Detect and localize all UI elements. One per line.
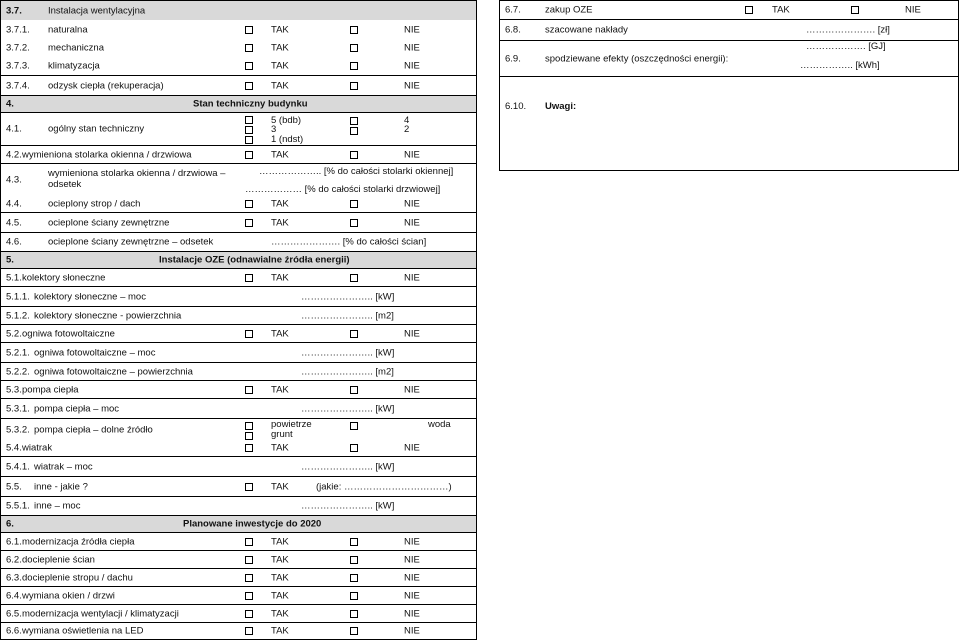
row-3-7-1 <box>1 20 476 39</box>
rating-2-checkbox[interactable] <box>350 127 358 135</box>
value-field[interactable]: ………………….. [m2] <box>301 310 394 321</box>
tak-label: TAK <box>271 554 289 565</box>
air-source-checkbox[interactable] <box>245 422 253 430</box>
row-5-4-1 <box>1 456 476 476</box>
row-label: spodziewane efekty (oszczędności energii): <box>545 53 729 64</box>
row-6-3 <box>1 568 476 586</box>
tak-label: TAK <box>271 590 289 601</box>
row-number: 4.5. <box>6 217 22 228</box>
row-label-line2: odsetek <box>48 179 82 190</box>
rating-3-checkbox[interactable] <box>245 126 253 134</box>
row-label: kolektory słoneczne <box>22 272 106 283</box>
section-3-7-header <box>1 1 476 20</box>
section-number: 3.7. <box>6 5 22 16</box>
row-label: wiatrak – moc <box>34 461 93 472</box>
row-6-2 <box>1 550 476 568</box>
row-label-line1: wymieniona stolarka okienna / drzwiowa – <box>48 168 226 179</box>
tak-checkbox[interactable] <box>745 6 753 14</box>
section-6-header <box>1 515 476 532</box>
row-5-4 <box>1 440 476 456</box>
row-label: pompa ciepła – dolne źródło <box>34 424 153 435</box>
row-label: ocieplone ściany zewnętrzne – odsetek <box>48 236 214 248</box>
nie-label: NIE <box>404 554 420 565</box>
tak-checkbox[interactable] <box>245 483 253 491</box>
nie-checkbox[interactable] <box>350 610 358 618</box>
row-number: 6.10. <box>505 101 527 112</box>
tak-label: TAK <box>271 384 289 395</box>
other-kind-field[interactable]: (jakie: ……………………………) <box>316 481 452 492</box>
nie-checkbox[interactable] <box>350 26 358 34</box>
tak-label: TAK <box>271 24 289 35</box>
tak-label: TAK <box>271 328 289 339</box>
nie-label: NIE <box>404 625 420 637</box>
row-6-9 <box>500 40 958 76</box>
nie-label: NIE <box>404 608 420 619</box>
tak-label: TAK <box>271 149 289 160</box>
tak-checkbox[interactable] <box>245 330 253 338</box>
row-label: ocieplony strop / dach <box>48 198 141 210</box>
section-number: 4. <box>6 98 14 110</box>
nie-checkbox[interactable] <box>350 592 358 600</box>
remarks-area[interactable] <box>590 117 950 164</box>
tak-checkbox[interactable] <box>245 151 253 159</box>
tak-label: TAK <box>271 442 289 454</box>
rating-3-label: 3 <box>271 124 277 135</box>
tak-label: TAK <box>271 272 289 283</box>
tak-label: TAK <box>772 4 790 16</box>
nie-checkbox[interactable] <box>350 200 358 208</box>
nie-label: NIE <box>404 42 420 54</box>
water-source-label: woda <box>428 419 451 430</box>
row-5-3-1 <box>1 398 476 418</box>
row-label: inne - jakie ? <box>34 481 88 492</box>
row-6-1 <box>1 532 476 550</box>
left-form-table <box>0 0 477 640</box>
rating-4-label: 4 <box>404 115 410 126</box>
row-5-5 <box>1 476 476 496</box>
row-5-5-1 <box>1 496 476 515</box>
nie-checkbox[interactable] <box>350 538 358 546</box>
row-label: ogniwa fotowoltaiczne <box>22 328 115 339</box>
tak-checkbox[interactable] <box>245 200 253 208</box>
ground-source-checkbox[interactable] <box>245 432 253 440</box>
row-4-1 <box>1 112 476 145</box>
tak-label: TAK <box>271 80 289 91</box>
row-label: modernizacja wentylacji / klimatyzacji <box>22 608 179 619</box>
row-label: zakup OZE <box>545 4 593 16</box>
row-5-3 <box>1 380 476 398</box>
section-title: Instalacje OZE (odnawialne źródła energii) <box>159 254 350 266</box>
row-5-1-2 <box>1 306 476 324</box>
nie-checkbox[interactable] <box>350 386 358 394</box>
nie-checkbox[interactable] <box>350 219 358 227</box>
tak-checkbox[interactable] <box>245 610 253 618</box>
row-label: wymieniona stolarka okienna / drzwiowa <box>22 149 192 160</box>
nie-checkbox[interactable] <box>350 82 358 90</box>
row-6-10 <box>500 76 958 172</box>
row-6-5 <box>1 604 476 622</box>
row-label: inne – moc <box>34 500 81 512</box>
nie-label: NIE <box>404 80 420 91</box>
nie-label: NIE <box>404 24 420 35</box>
nie-label: NIE <box>404 149 420 160</box>
row-6-4 <box>1 586 476 604</box>
row-number: 5.4. <box>6 442 22 454</box>
row-number: 3.7.1. <box>6 24 30 35</box>
nie-checkbox[interactable] <box>350 330 358 338</box>
row-4-6 <box>1 232 476 251</box>
row-label: pompa ciepła – moc <box>34 403 120 414</box>
nie-checkbox[interactable] <box>350 44 358 52</box>
row-number: 5.5.1. <box>6 500 30 512</box>
row-number: 3.7.3. <box>6 60 30 72</box>
row-4-4 <box>1 196 476 212</box>
row-label: kolektory słoneczne – moc <box>34 291 146 302</box>
row-6-7 <box>500 1 958 19</box>
row-6-8 <box>500 19 958 40</box>
wall-share-field[interactable]: …………………. [% do całości ścian] <box>271 236 427 248</box>
row-number: 4.1. <box>6 123 22 135</box>
row-number: 6.5. <box>6 608 22 619</box>
row-label: wymiana oświetlenia na LED <box>22 625 144 637</box>
value-field[interactable]: ………………….. [kW] <box>301 403 395 414</box>
tak-label: TAK <box>271 60 289 72</box>
nie-checkbox[interactable] <box>350 556 358 564</box>
nie-label: NIE <box>404 217 420 228</box>
row-5-1-1 <box>1 286 476 306</box>
water-source-checkbox[interactable] <box>350 422 358 430</box>
remarks-label: Uwagi: <box>545 101 577 112</box>
section-5-header <box>1 251 476 268</box>
row-5-2-2 <box>1 362 476 380</box>
row-label: kolektory słoneczne - powierzchnia <box>34 310 182 321</box>
tak-checkbox[interactable] <box>245 538 253 546</box>
row-5-2-1 <box>1 342 476 362</box>
nie-label: NIE <box>404 272 420 283</box>
nie-checkbox[interactable] <box>350 444 358 452</box>
row-4-2 <box>1 145 476 163</box>
tak-checkbox[interactable] <box>245 62 253 70</box>
row-number: 6.7. <box>505 4 521 16</box>
door-share-field[interactable]: ……………… [% do całości stolarki drzwiowej] <box>245 184 441 195</box>
row-label: ogniwa fotowoltaiczne – moc <box>34 347 156 358</box>
row-5-1 <box>1 268 476 286</box>
row-number: 3.7.2. <box>6 42 30 54</box>
row-number: 4.6. <box>6 236 22 248</box>
tak-label: TAK <box>271 536 289 547</box>
row-6-6 <box>1 622 476 639</box>
row-number: 6.4. <box>6 590 22 601</box>
row-label: naturalna <box>48 24 88 35</box>
tak-label: TAK <box>271 198 289 210</box>
nie-checkbox[interactable] <box>851 6 859 14</box>
row-number: 5.1.1. <box>6 291 30 302</box>
row-number: 5.4.1. <box>6 461 30 472</box>
air-source-label: powietrze <box>271 419 312 430</box>
tak-checkbox[interactable] <box>245 556 253 564</box>
nie-checkbox[interactable] <box>350 274 358 282</box>
nie-checkbox[interactable] <box>350 574 358 582</box>
nie-label: NIE <box>404 60 420 72</box>
tak-checkbox[interactable] <box>245 386 253 394</box>
row-5-3-2 <box>1 418 476 440</box>
row-label: wiatrak <box>22 442 53 454</box>
cost-field[interactable]: …………………. [zł] <box>806 24 890 36</box>
value-field[interactable]: ………………….. [kW] <box>301 347 395 358</box>
rating-1-checkbox[interactable] <box>245 136 253 144</box>
row-5-2 <box>1 324 476 342</box>
value-field[interactable]: ………………….. [kW] <box>301 291 395 302</box>
ground-source-label: grunt <box>271 429 293 440</box>
tak-checkbox[interactable] <box>245 82 253 90</box>
row-number: 3.7.4. <box>6 80 30 91</box>
tak-checkbox[interactable] <box>245 627 253 635</box>
nie-label: NIE <box>404 384 420 395</box>
row-number: 6.2. <box>6 554 22 565</box>
savings-gj-field[interactable]: ………………. [GJ] <box>806 41 886 52</box>
section-title: Stan techniczny budynku <box>193 98 308 110</box>
row-label: wymiana okien / drzwi <box>22 590 115 601</box>
tak-label: TAK <box>271 572 289 583</box>
nie-label: NIE <box>404 572 420 583</box>
nie-label: NIE <box>404 536 420 547</box>
row-number: 5.5. <box>6 481 22 492</box>
nie-label: NIE <box>404 198 420 210</box>
row-number: 5.2. <box>6 328 22 339</box>
row-number: 4.2. <box>6 149 22 160</box>
nie-label: NIE <box>404 442 420 454</box>
tak-checkbox[interactable] <box>245 26 253 34</box>
right-form-table <box>499 0 959 171</box>
row-number: 5.1.2. <box>6 310 30 321</box>
tak-label: TAK <box>271 42 289 54</box>
rating-2-label: 2 <box>404 124 410 135</box>
section-number: 6. <box>6 518 14 530</box>
tak-checkbox[interactable] <box>245 274 253 282</box>
row-label: szacowane nakłady <box>545 24 628 36</box>
row-number: 5.2.1. <box>6 347 30 358</box>
section-title: Instalacja wentylacyjna <box>48 5 146 16</box>
row-label: docieplenie stropu / dachu <box>22 572 133 583</box>
row-number: 5.3. <box>6 384 22 395</box>
row-label: ogólny stan techniczny <box>48 123 145 135</box>
row-number: 5.3.1. <box>6 403 30 414</box>
nie-label: NIE <box>905 4 921 16</box>
row-label: modernizacja źródła ciepła <box>22 536 135 547</box>
rating-4-checkbox[interactable] <box>350 117 358 125</box>
row-number: 6.8. <box>505 24 521 36</box>
section-number: 5. <box>6 254 14 266</box>
row-number: 6.9. <box>505 53 521 64</box>
rating-1-label: 1 (ndst) <box>271 134 304 145</box>
rating-5-label: 5 (bdb) <box>271 115 302 126</box>
nie-checkbox[interactable] <box>350 627 358 635</box>
row-number: 6.3. <box>6 572 22 583</box>
row-3-7-3 <box>1 57 476 75</box>
section-4-header <box>1 95 476 112</box>
savings-kwh-field[interactable]: …………….. [kWh] <box>800 60 880 71</box>
tak-label: TAK <box>271 625 289 637</box>
nie-checkbox[interactable] <box>350 62 358 70</box>
nie-label: NIE <box>404 590 420 601</box>
row-number: 6.1. <box>6 536 22 547</box>
row-3-7-4 <box>1 75 476 95</box>
window-share-field[interactable]: ……………….. [% do całości stolarki okiennej] <box>259 166 454 177</box>
row-label: odzysk ciepła (rekuperacja) <box>48 80 164 91</box>
row-3-7-2 <box>1 39 476 57</box>
nie-label: NIE <box>404 328 420 339</box>
row-label: klimatyzacja <box>48 60 100 72</box>
tak-label: TAK <box>271 217 289 228</box>
tak-label: TAK <box>271 481 289 492</box>
value-field[interactable]: ………………….. [kW] <box>301 461 395 472</box>
tak-checkbox[interactable] <box>245 444 253 452</box>
value-field[interactable]: ………………….. [kW] <box>301 500 395 512</box>
row-label: mechaniczna <box>48 42 104 54</box>
tak-label: TAK <box>271 608 289 619</box>
row-number: 5.2.2. <box>6 366 30 377</box>
nie-checkbox[interactable] <box>350 151 358 159</box>
row-4-3 <box>1 163 476 196</box>
row-number: 5.3.2. <box>6 424 30 435</box>
row-label: ogniwa fotowoltaiczne – powierzchnia <box>34 366 193 377</box>
rating-5-checkbox[interactable] <box>245 116 253 124</box>
section-title: Planowane inwestycje do 2020 <box>183 518 322 530</box>
row-label: ocieplone ściany zewnętrzne <box>48 217 170 228</box>
tak-checkbox[interactable] <box>245 44 253 52</box>
row-number: 4.4. <box>6 198 22 210</box>
row-label: docieplenie ścian <box>22 554 95 565</box>
tak-checkbox[interactable] <box>245 219 253 227</box>
value-field[interactable]: ………………….. [m2] <box>301 366 394 377</box>
row-4-5 <box>1 212 476 232</box>
tak-checkbox[interactable] <box>245 592 253 600</box>
row-label: pompa ciepła <box>22 384 79 395</box>
row-number: 6.6. <box>6 625 22 637</box>
row-number: 5.1. <box>6 272 22 283</box>
tak-checkbox[interactable] <box>245 574 253 582</box>
row-number: 4.3. <box>6 174 22 186</box>
